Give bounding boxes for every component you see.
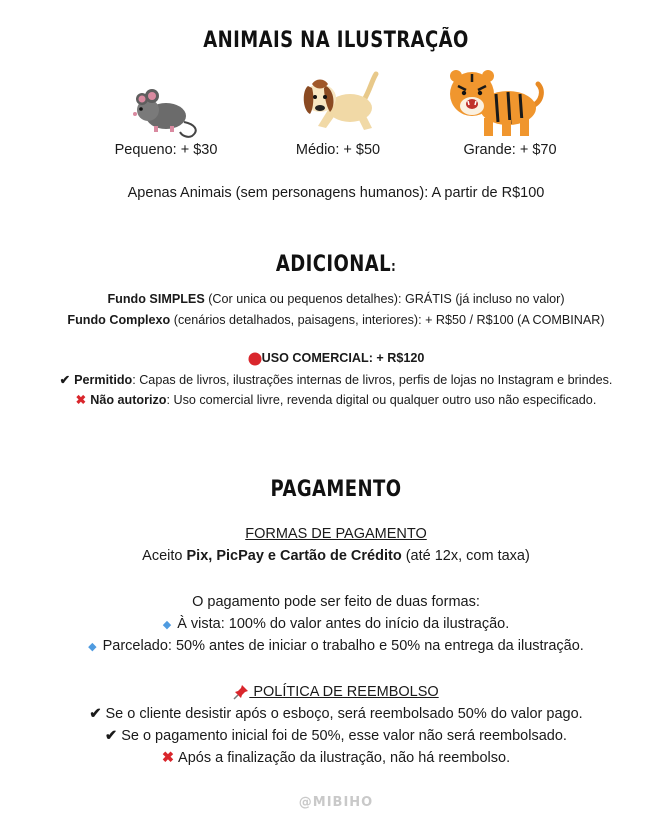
permitido-label: Permitido [74, 373, 133, 387]
author-credit: @MIBIHO [298, 795, 374, 810]
reembolso-heading [0, 684, 672, 700]
parcelado-text: Parcelado: 50% antes de iniciar o trabalho e 50% na entrega da ilustração. [102, 638, 584, 654]
reembolso-line-3 [0, 750, 672, 766]
a-vista-text: À vista: 100% do valor antes do início da ilustração. [177, 616, 510, 632]
nao-autorizo-line [0, 392, 672, 407]
reembolso-line-2 [0, 728, 672, 744]
check-icon: ✔ [89, 706, 102, 722]
uso-comercial-line [0, 351, 672, 366]
dog-icon [298, 70, 380, 134]
cross-mark-icon: ✖ [161, 750, 175, 766]
mouse-icon [132, 86, 202, 138]
nao-autorizo-label: Não autorizo [90, 393, 167, 407]
reembolso-line-1 [0, 706, 672, 722]
fundo-simples-label: Fundo SIMPLES [107, 292, 205, 306]
check-icon: ✔ [105, 728, 118, 744]
aceito-line [0, 548, 672, 564]
blue-diamond-icon: ◆ [162, 619, 172, 631]
fundo-complexo-line [0, 313, 672, 327]
formas-pagamento-heading: FORMAS DE PAGAMENTO [245, 526, 427, 542]
fundo-simples-line [0, 292, 672, 306]
nao-autorizo-text: : Uso comercial livre, revenda digital ou qualquer outro uso não especificado. [166, 393, 597, 407]
cross-mark-icon: ✖ [75, 393, 87, 407]
adicional-title-text: ADICIONAL [275, 252, 392, 277]
fundo-complexo-label: Fundo Complexo [67, 313, 171, 327]
tiger-icon [446, 66, 546, 138]
fundo-complexo-text: (cenários detalhados, paisagens, interiores): + R$50 / R$100 (A COMBINAR) [170, 313, 605, 327]
uso-comercial-text: USO COMERCIAL: + R$120 [261, 351, 425, 365]
reembolso-heading-text: POLÍTICA DE REEMBOLSO [249, 684, 439, 700]
pagamento-title: PAGAMENTO [270, 477, 402, 502]
check-icon: ✔ [59, 373, 71, 387]
aceito-prefix: Aceito [142, 548, 187, 564]
animal-label-pequeno: Pequeno: + $30 [114, 142, 218, 158]
adicional-title [60, 252, 611, 277]
animal-label-grande: Grande: + $70 [463, 142, 557, 158]
reembolso-text-1: Se o cliente desistir após o esboço, será reembolsado 50% do valor pago. [105, 706, 583, 722]
reembolso-text-3: Após a finalização da ilustração, não há reembolso. [178, 750, 511, 766]
a-vista-line [0, 616, 672, 632]
page-title: ANIMAIS NA ILUSTRAÇÃO [203, 28, 469, 53]
reembolso-text-2: Se o pagamento inicial foi de 50%, esse valor não será reembolsado. [121, 728, 567, 744]
pushpin-icon [233, 684, 249, 700]
parcelado-line [0, 638, 672, 654]
fundo-simples-text: (Cor unica ou pequenos detalhes): GRÁTIS (já incluso no valor) [204, 292, 565, 306]
permitido-line [0, 372, 672, 387]
duas-formas-line: O pagamento pode ser feito de duas formas: [192, 594, 480, 610]
blue-diamond-icon: ◆ [88, 641, 97, 653]
animals-only-price: Apenas Animais (sem personagens humanos): A partir de R$100 [127, 185, 545, 201]
aceito-suffix: (até 12x, com taxa) [401, 548, 530, 564]
permitido-text: : Capas de livros, ilustrações internas de livros, perfis de lojas no Instagram e brindes. [132, 373, 613, 387]
adicional-title-colon: : [391, 259, 397, 275]
aceito-methods: Pix, PicPay e Cartão de Crédito [186, 548, 402, 564]
red-circle-icon [248, 352, 262, 366]
animal-label-medio: Médio: + $50 [295, 142, 381, 158]
